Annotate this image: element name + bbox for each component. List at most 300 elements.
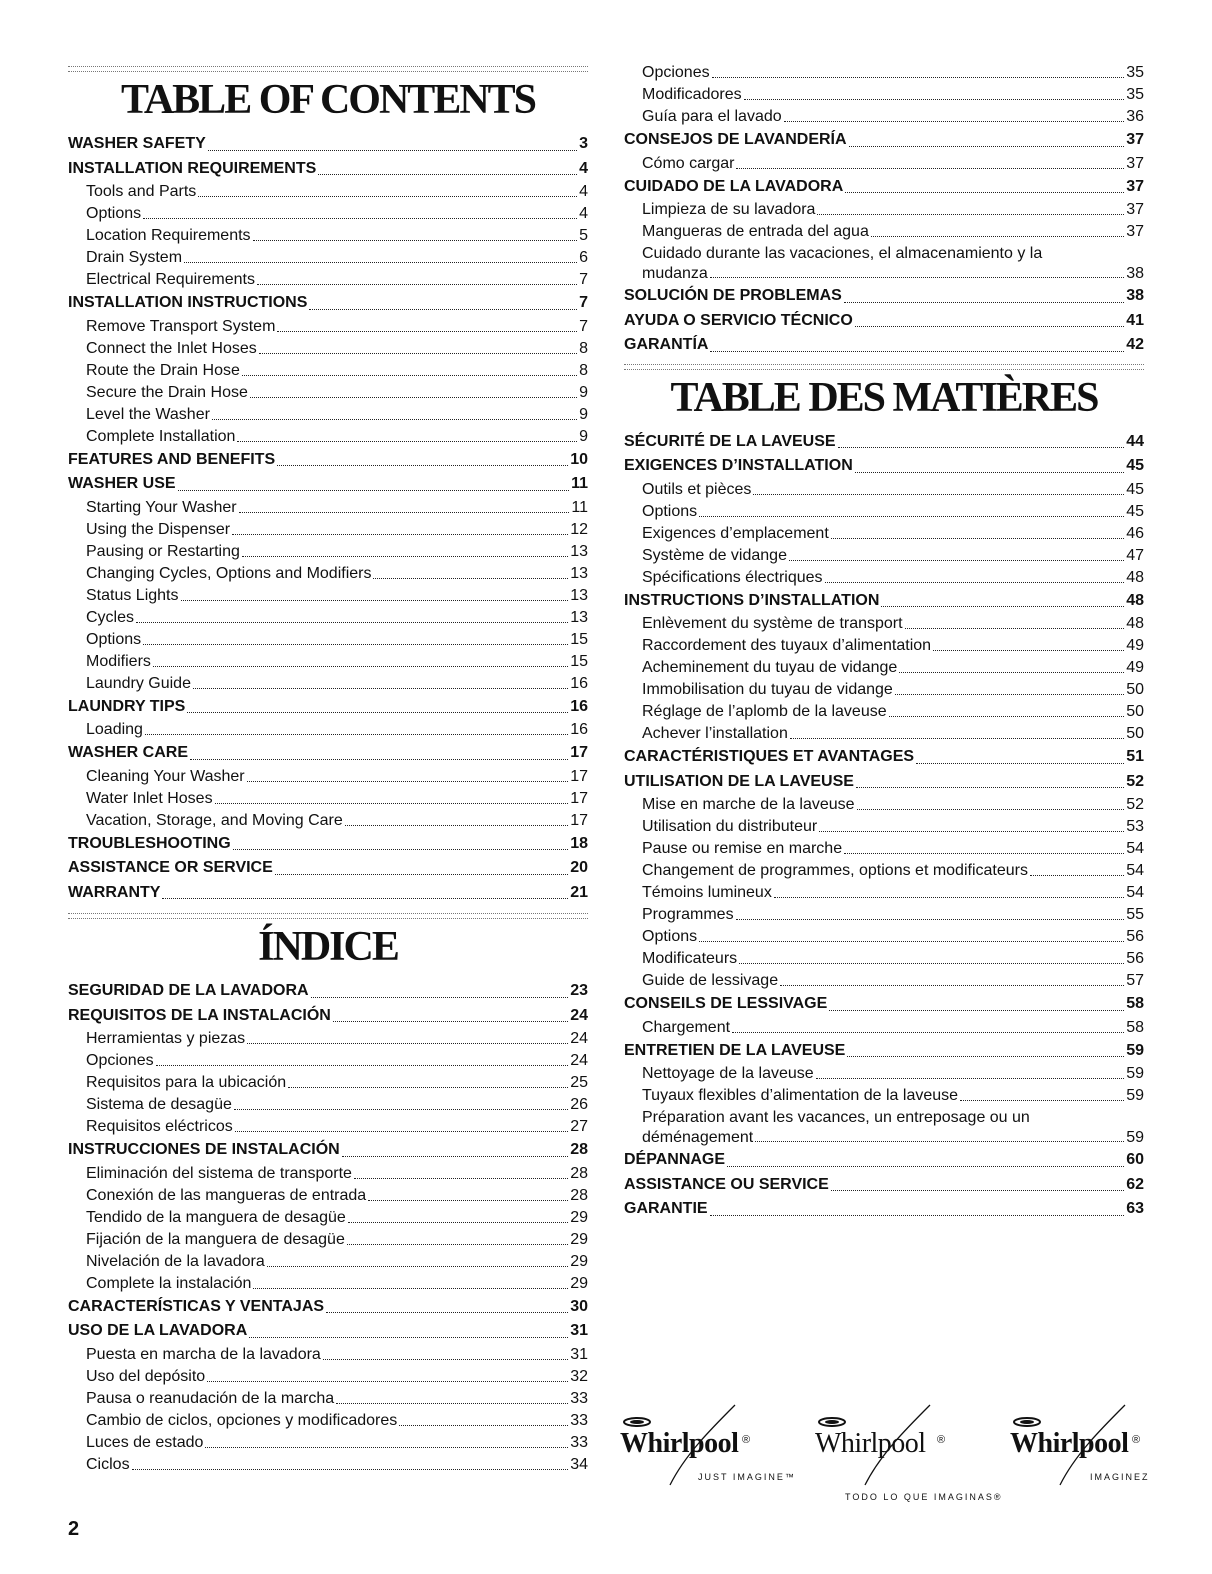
toc-entry-label: INSTALLATION INSTRUCTIONS <box>68 294 308 312</box>
toc-entry-page: 11 <box>571 498 588 516</box>
whirlpool-mark-icon <box>622 1416 652 1428</box>
dot-leader <box>193 688 568 689</box>
dot-leader <box>825 582 1125 583</box>
toc-entry <box>624 545 1144 567</box>
dot-leader <box>881 606 1124 607</box>
logo-brand: Whirlpool <box>1010 1428 1129 1459</box>
toc-entry-label: Opciones <box>642 64 710 81</box>
toc-entry-page: 8 <box>579 361 588 379</box>
toc-entry-label: Raccordement des tuyaux d’alimentation <box>642 637 932 655</box>
dot-leader <box>817 214 1124 215</box>
dot-leader <box>780 985 1124 986</box>
toc-section-entry <box>624 589 1144 614</box>
toc-entry-label: Limpieza de su lavadora <box>642 201 816 218</box>
toc-entry-page: 58 <box>1126 1018 1144 1036</box>
toc-entry-page: 38 <box>1126 265 1144 282</box>
toc-entry-page: 37 <box>1126 223 1144 240</box>
dot-leader <box>253 1288 568 1289</box>
toc-section-entry <box>624 454 1144 479</box>
toc-es-list <box>68 979 588 1476</box>
toc-entry-label: Tuyaux flexibles d’alimentation de la laveuse <box>642 1087 959 1105</box>
toc-entry-page: 5 <box>579 227 588 245</box>
toc-entry <box>624 926 1144 948</box>
toc-entry-page: 54 <box>1126 840 1144 858</box>
toc-entry-page: 24 <box>570 1030 588 1048</box>
toc-entry-page: 41 <box>1126 311 1144 329</box>
toc-entry-page: 48 <box>1126 591 1144 609</box>
toc-entry-label: UTILISATION DE LA LAVEUSE <box>624 772 854 790</box>
toc-entry <box>624 838 1144 860</box>
dot-leader <box>184 262 577 263</box>
toc-entry-page: 29 <box>570 1252 588 1270</box>
toc-entry-label: Fijación de la manguera de desagüe <box>86 1230 345 1248</box>
toc-entry-label: Pausa o reanudación de la marcha <box>86 1389 335 1407</box>
toc-entry-label: CONSEILS DE LESSIVAGE <box>624 995 828 1013</box>
whirlpool-logo-es <box>815 1400 1003 1502</box>
dot-leader <box>819 831 1124 832</box>
toc-entry-label: Requisitos eléctricos <box>86 1118 233 1136</box>
dot-leader <box>348 1222 568 1223</box>
dot-leader <box>755 1141 1124 1142</box>
whirlpool-logo-fr <box>1010 1400 1160 1490</box>
toc-entry-page: 37 <box>1126 131 1144 148</box>
whirlpool-logo-en <box>620 1400 796 1490</box>
toc-entry-label: Système de vidange <box>642 546 787 564</box>
dot-leader <box>736 919 1125 920</box>
dot-leader <box>237 441 577 442</box>
right-column <box>624 62 1144 1222</box>
top-divider <box>68 66 588 72</box>
dot-leader <box>234 1109 568 1110</box>
toc-entry-label: Using the Dispenser <box>86 520 231 538</box>
toc-entry-page: 29 <box>570 1230 588 1248</box>
toc-entry-page: 48 <box>1126 568 1144 586</box>
toc-entry-label: USO DE LA LAVADORA <box>68 1322 248 1340</box>
toc-entry <box>68 1432 588 1454</box>
toc-entry-label: GARANTÍA <box>624 336 709 353</box>
logo-tagline: TODO LO QUE IMAGINAS® <box>845 1492 1003 1502</box>
toc-entry <box>68 203 588 225</box>
toc-entry-page: 35 <box>1126 86 1144 103</box>
toc-entry-page: 28 <box>570 1141 588 1159</box>
dot-leader <box>333 1021 568 1022</box>
dot-leader <box>205 1447 568 1448</box>
toc-entry-label: SEGURIDAD DE LA LAVADORA <box>68 982 309 1000</box>
toc-entry-label: Loading <box>86 721 143 739</box>
toc-entry-page: 8 <box>579 339 588 357</box>
dot-leader <box>143 644 568 645</box>
toc-entry-label: ASSISTANCE OR SERVICE <box>68 859 273 877</box>
toc-entry <box>624 860 1144 882</box>
dot-leader <box>247 1043 568 1044</box>
toc-section-entry <box>624 745 1144 770</box>
dot-leader <box>336 1403 568 1404</box>
toc-entry-page: 7 <box>579 294 588 312</box>
toc-entry <box>624 84 1144 106</box>
toc-entry-page: 29 <box>570 1274 588 1292</box>
toc-entry <box>624 794 1144 816</box>
toc-entry-page: 44 <box>1126 432 1144 450</box>
toc-entry-label: Options <box>86 205 142 223</box>
toc-entry <box>624 613 1144 635</box>
toc-entry-page: 4 <box>579 159 588 177</box>
toc-section-entry <box>624 992 1144 1017</box>
toc-entry-page: 57 <box>1126 972 1144 990</box>
dot-leader <box>342 1156 568 1157</box>
toc-entry <box>624 199 1144 221</box>
toc-entry-label: Laundry Guide <box>86 674 191 692</box>
toc-entry-label: Remove Transport System <box>86 317 276 335</box>
toc-entry-label: Route the Drain Hose <box>86 361 240 379</box>
dot-leader <box>699 516 1124 517</box>
dot-leader <box>699 941 1124 942</box>
toc-section-entry <box>624 1148 1144 1173</box>
toc-section-entry <box>624 1173 1144 1198</box>
toc-entry-page: 18 <box>570 834 588 852</box>
dot-leader <box>257 284 577 285</box>
toc-entry-label: WASHER USE <box>68 475 176 493</box>
toc-entry-label: EXIGENCES D’INSTALLATION <box>624 457 853 475</box>
dot-leader <box>847 1056 1124 1057</box>
toc-entry-page: 10 <box>570 450 588 468</box>
toc-entry <box>68 607 588 629</box>
toc-entry-label: Uso del depósito <box>86 1367 206 1385</box>
toc-entry <box>624 62 1144 84</box>
toc-entry-label: Options <box>642 928 698 946</box>
toc-entry-label: CONSEJOS DE LAVANDERÍA <box>624 131 847 148</box>
toc-entry-page: 31 <box>570 1322 588 1340</box>
toc-entry-page: 56 <box>1126 950 1144 968</box>
toc-entry-label: Complete la instalación <box>86 1274 252 1292</box>
toc-entry-page: 17 <box>570 767 588 785</box>
toc-entry <box>68 382 588 404</box>
toc-entry-label: FEATURES AND BENEFITS <box>68 450 276 468</box>
toc-entry <box>624 679 1144 701</box>
toc-section-entry <box>68 132 588 157</box>
toc-section-entry <box>624 128 1144 153</box>
dot-leader <box>899 672 1124 673</box>
toc-entry-page: 37 <box>1126 154 1144 172</box>
toc-entry-page: 29 <box>570 1208 588 1226</box>
dot-leader <box>311 997 569 998</box>
toc-entry-label: Puesta en marcha de la lavadora <box>86 1345 321 1363</box>
dot-leader <box>132 1469 569 1470</box>
toc-entry <box>68 1094 588 1116</box>
page-number: 2 <box>68 1518 80 1540</box>
toc-entry-page: 55 <box>1126 906 1144 924</box>
toc-entry-label: Mise en marche de la laveuse <box>642 796 855 814</box>
toc-entry-label: Cycles <box>86 608 135 626</box>
toc-entry-label: Modificadores <box>642 86 742 103</box>
toc-entry-label: Témoins lumineux <box>642 884 772 902</box>
toc-entry <box>68 1229 588 1251</box>
toc-entry-page: 6 <box>579 249 588 267</box>
dot-leader <box>208 150 577 151</box>
toc-entry-page: 24 <box>570 1052 588 1070</box>
dot-leader <box>212 419 577 420</box>
toc-entry-label: Drain System <box>86 249 183 267</box>
toc-entry-page: 58 <box>1126 995 1144 1013</box>
dot-leader <box>710 351 1124 352</box>
dot-leader <box>789 560 1124 561</box>
toc-entry <box>624 567 1144 589</box>
toc-entry-page: 21 <box>570 883 588 901</box>
toc-entry-label: Cómo cargar <box>642 154 735 172</box>
toc-entry-label: CARACTÉRISTIQUES ET AVANTAGES <box>624 748 915 766</box>
toc-entry-label: Electrical Requirements <box>86 271 255 289</box>
dot-leader <box>905 628 1125 629</box>
dot-leader <box>354 1178 568 1179</box>
toc-entry-page: 4 <box>579 183 588 201</box>
dot-leader <box>233 849 569 850</box>
dot-leader <box>933 650 1124 651</box>
dot-leader <box>215 803 569 804</box>
toc-entry-label: Herramientas y piezas <box>86 1030 246 1048</box>
toc-entry-label: Tools and Parts <box>86 183 197 201</box>
toc-entry-page: 36 <box>1126 108 1144 125</box>
toc-entry-label-end: mudanza <box>642 265 708 282</box>
toc-entry-page: 62 <box>1126 1175 1144 1193</box>
toc-entry-label: Spécifications électriques <box>642 568 823 586</box>
toc-entry <box>68 1163 588 1185</box>
dot-leader <box>895 694 1124 695</box>
dot-leader <box>242 375 577 376</box>
dot-leader <box>889 716 1125 717</box>
toc-entry-label: INSTRUCTIONS D’INSTALLATION <box>624 591 880 609</box>
dot-leader <box>844 853 1124 854</box>
logo-brand: Whirlpool <box>815 1428 926 1459</box>
toc-entry-label: Starting Your Washer <box>86 498 237 516</box>
dot-leader <box>744 99 1125 100</box>
dot-leader <box>831 538 1124 539</box>
toc-section-entry <box>68 881 588 906</box>
toc-entry-page: 9 <box>579 427 588 445</box>
toc-entry-page: 17 <box>570 789 588 807</box>
toc-entry-page: 13 <box>570 586 588 604</box>
toc-es-continued-list <box>624 62 1144 358</box>
toc-entry <box>68 810 588 832</box>
dot-leader <box>829 1010 1124 1011</box>
toc-entry <box>68 269 588 291</box>
dot-leader <box>153 666 568 667</box>
dot-leader <box>250 397 577 398</box>
left-column <box>68 62 588 1476</box>
toc-entry-label: REQUISITOS DE LA INSTALACIÓN <box>68 1006 331 1024</box>
toc-entry-page: 13 <box>570 542 588 560</box>
dot-leader <box>323 1359 568 1360</box>
dot-leader <box>855 326 1124 327</box>
toc-entry-page: 47 <box>1126 546 1144 564</box>
dot-leader <box>857 809 1125 810</box>
toc-entry-label: Modificateurs <box>642 950 738 968</box>
toc-section-entry <box>68 157 588 182</box>
dot-leader <box>784 121 1125 122</box>
dot-leader <box>156 1065 569 1066</box>
toc-entry-label: Pause ou remise en marche <box>642 840 843 858</box>
toc-entry-label: WARRANTY <box>68 883 161 901</box>
toc-entry-label: Immobilisation du tuyau de vidange <box>642 681 893 699</box>
toc-entry-label: Réglage de l’aplomb de la laveuse <box>642 703 887 721</box>
toc-entry-label: Secure the Drain Hose <box>86 383 248 401</box>
toc-section-entry <box>68 856 588 881</box>
toc-entry-page: 50 <box>1126 725 1144 743</box>
toc-entry-page: 7 <box>579 271 588 289</box>
toc-entry <box>68 1366 588 1388</box>
dot-leader <box>207 1381 568 1382</box>
toc-entry <box>68 719 588 741</box>
toc-entry-label: Level the Washer <box>86 405 210 423</box>
dot-leader <box>790 738 1124 739</box>
toc-entry-page: 32 <box>570 1367 588 1385</box>
toc-entry-page: 9 <box>579 405 588 423</box>
toc-entry <box>624 153 1144 175</box>
toc-entry-page: 50 <box>1126 703 1144 721</box>
toc-entry-page: 31 <box>570 1345 588 1363</box>
dot-leader <box>849 146 1125 147</box>
toc-entry <box>68 1050 588 1072</box>
dot-leader <box>831 1190 1124 1191</box>
logo-tagline: IMAGINEZ <box>1090 1472 1150 1482</box>
dot-leader <box>136 622 568 623</box>
logo-mark: ® <box>937 1434 948 1446</box>
toc-section-entry <box>68 741 588 766</box>
toc-entry <box>624 106 1144 128</box>
toc-entry-label: Status Lights <box>86 586 179 604</box>
toc-entry-page: 23 <box>570 982 588 1000</box>
toc-section-entry <box>624 1039 1144 1064</box>
dot-leader <box>1030 875 1124 876</box>
dot-leader <box>399 1425 568 1426</box>
toc-entry-label: Options <box>86 630 142 648</box>
toc-entry-page: 28 <box>570 1186 588 1204</box>
toc-entry-label: WASHER SAFETY <box>68 135 206 153</box>
toc-entry-page: 59 <box>1126 1065 1144 1083</box>
dot-leader <box>844 302 1124 303</box>
toc-entry-page: 54 <box>1126 884 1144 902</box>
toc-entry-label: INSTALLATION REQUIREMENTS <box>68 159 317 177</box>
toc-entry-label: Luces de estado <box>86 1433 204 1451</box>
dot-leader <box>239 512 570 513</box>
dot-leader <box>816 1078 1125 1079</box>
toc-en-list <box>68 132 588 905</box>
dot-leader <box>960 1100 1124 1101</box>
toc-entry <box>624 948 1144 970</box>
toc-entry-page: 15 <box>570 652 588 670</box>
toc-en-title: TABLE OF CONTENTS <box>120 77 536 123</box>
toc-entry-page: 50 <box>1126 681 1144 699</box>
toc-entry-label: Mangueras de entrada del agua <box>642 223 869 240</box>
toc-entry-label: CARACTERÍSTICAS Y VENTAJAS <box>68 1297 325 1315</box>
dot-leader <box>267 1266 568 1267</box>
toc-entry-page: 13 <box>570 564 588 582</box>
toc-section-entry <box>624 1197 1144 1222</box>
toc-section-entry <box>68 1295 588 1320</box>
dot-leader <box>712 77 1125 78</box>
toc-entry-page: 13 <box>570 608 588 626</box>
toc-entry-page: 63 <box>1126 1200 1144 1218</box>
toc-entry <box>624 1063 1144 1085</box>
toc-entry-label: Cambio de ciclos, opciones y modificadores <box>86 1411 398 1429</box>
dot-leader <box>318 174 577 175</box>
toc-entry <box>68 585 588 607</box>
toc-section-entry <box>68 1319 588 1344</box>
toc-entry <box>68 1028 588 1050</box>
toc-entry <box>624 970 1144 992</box>
toc-entry-label: Sistema de desagüe <box>86 1096 232 1114</box>
dot-leader <box>187 712 568 713</box>
toc-entry <box>624 1085 1144 1107</box>
toc-entry-label: Chargement <box>642 1018 731 1036</box>
dot-leader <box>259 353 577 354</box>
toc-entry <box>624 523 1144 545</box>
toc-entry-label: Requisitos para la ubicación <box>86 1074 287 1092</box>
toc-entry-page: 34 <box>570 1455 588 1473</box>
toc-entry-label: Changing Cycles, Options and Modifiers <box>86 564 372 582</box>
toc-entry <box>68 247 588 269</box>
toc-entry-label: WASHER CARE <box>68 744 189 762</box>
dot-leader <box>178 490 570 491</box>
toc-entry <box>68 497 588 519</box>
toc-entry-page: 46 <box>1126 524 1144 542</box>
toc-entry <box>68 1185 588 1207</box>
dot-leader <box>242 556 568 557</box>
toc-entry <box>68 1116 588 1138</box>
toc-entry <box>68 788 588 810</box>
toc-entry <box>68 1251 588 1273</box>
toc-entry-label: Tendido de la manguera de desagüe <box>86 1208 346 1226</box>
dot-leader <box>727 1166 1124 1167</box>
toc-entry <box>68 1410 588 1432</box>
toc-entry-page: 26 <box>570 1096 588 1114</box>
toc-entry-page: 20 <box>570 859 588 877</box>
toc-entry <box>68 1072 588 1094</box>
toc-entry-page: 52 <box>1126 796 1144 814</box>
toc-entry-label: Water Inlet Hoses <box>86 789 213 807</box>
toc-entry-page: 3 <box>579 135 588 153</box>
toc-section-entry <box>624 430 1144 455</box>
toc-entry-page: 53 <box>1126 818 1144 836</box>
toc-entry-page: 33 <box>570 1433 588 1451</box>
toc-entry-label: Location Requirements <box>86 227 251 245</box>
toc-entry-label: Opciones <box>86 1052 154 1070</box>
toc-entry <box>624 904 1144 926</box>
whirlpool-mark-icon <box>817 1416 847 1428</box>
dot-leader <box>753 494 1124 495</box>
dot-leader <box>253 240 578 241</box>
dot-leader <box>277 331 577 332</box>
toc-entry <box>68 541 588 563</box>
toc-entry <box>624 243 1144 284</box>
toc-entry-page: 16 <box>570 721 588 739</box>
toc-entry <box>68 1344 588 1366</box>
toc-entry <box>68 181 588 203</box>
dot-leader <box>345 825 568 826</box>
toc-entry-page: 59 <box>1126 1041 1144 1059</box>
toc-entry-page: 4 <box>579 205 588 223</box>
toc-entry-page: 15 <box>570 630 588 648</box>
toc-entry <box>68 1273 588 1295</box>
dot-leader <box>368 1200 568 1201</box>
dot-leader <box>739 963 1124 964</box>
dot-leader <box>845 192 1124 193</box>
dot-leader <box>855 472 1124 473</box>
toc-section-entry <box>624 284 1144 309</box>
toc-entry <box>624 701 1144 723</box>
dot-leader <box>774 897 1124 898</box>
toc-entry-label: DÉPANNAGE <box>624 1151 726 1169</box>
toc-entry-page: 49 <box>1126 659 1144 677</box>
dot-leader <box>326 1312 568 1313</box>
